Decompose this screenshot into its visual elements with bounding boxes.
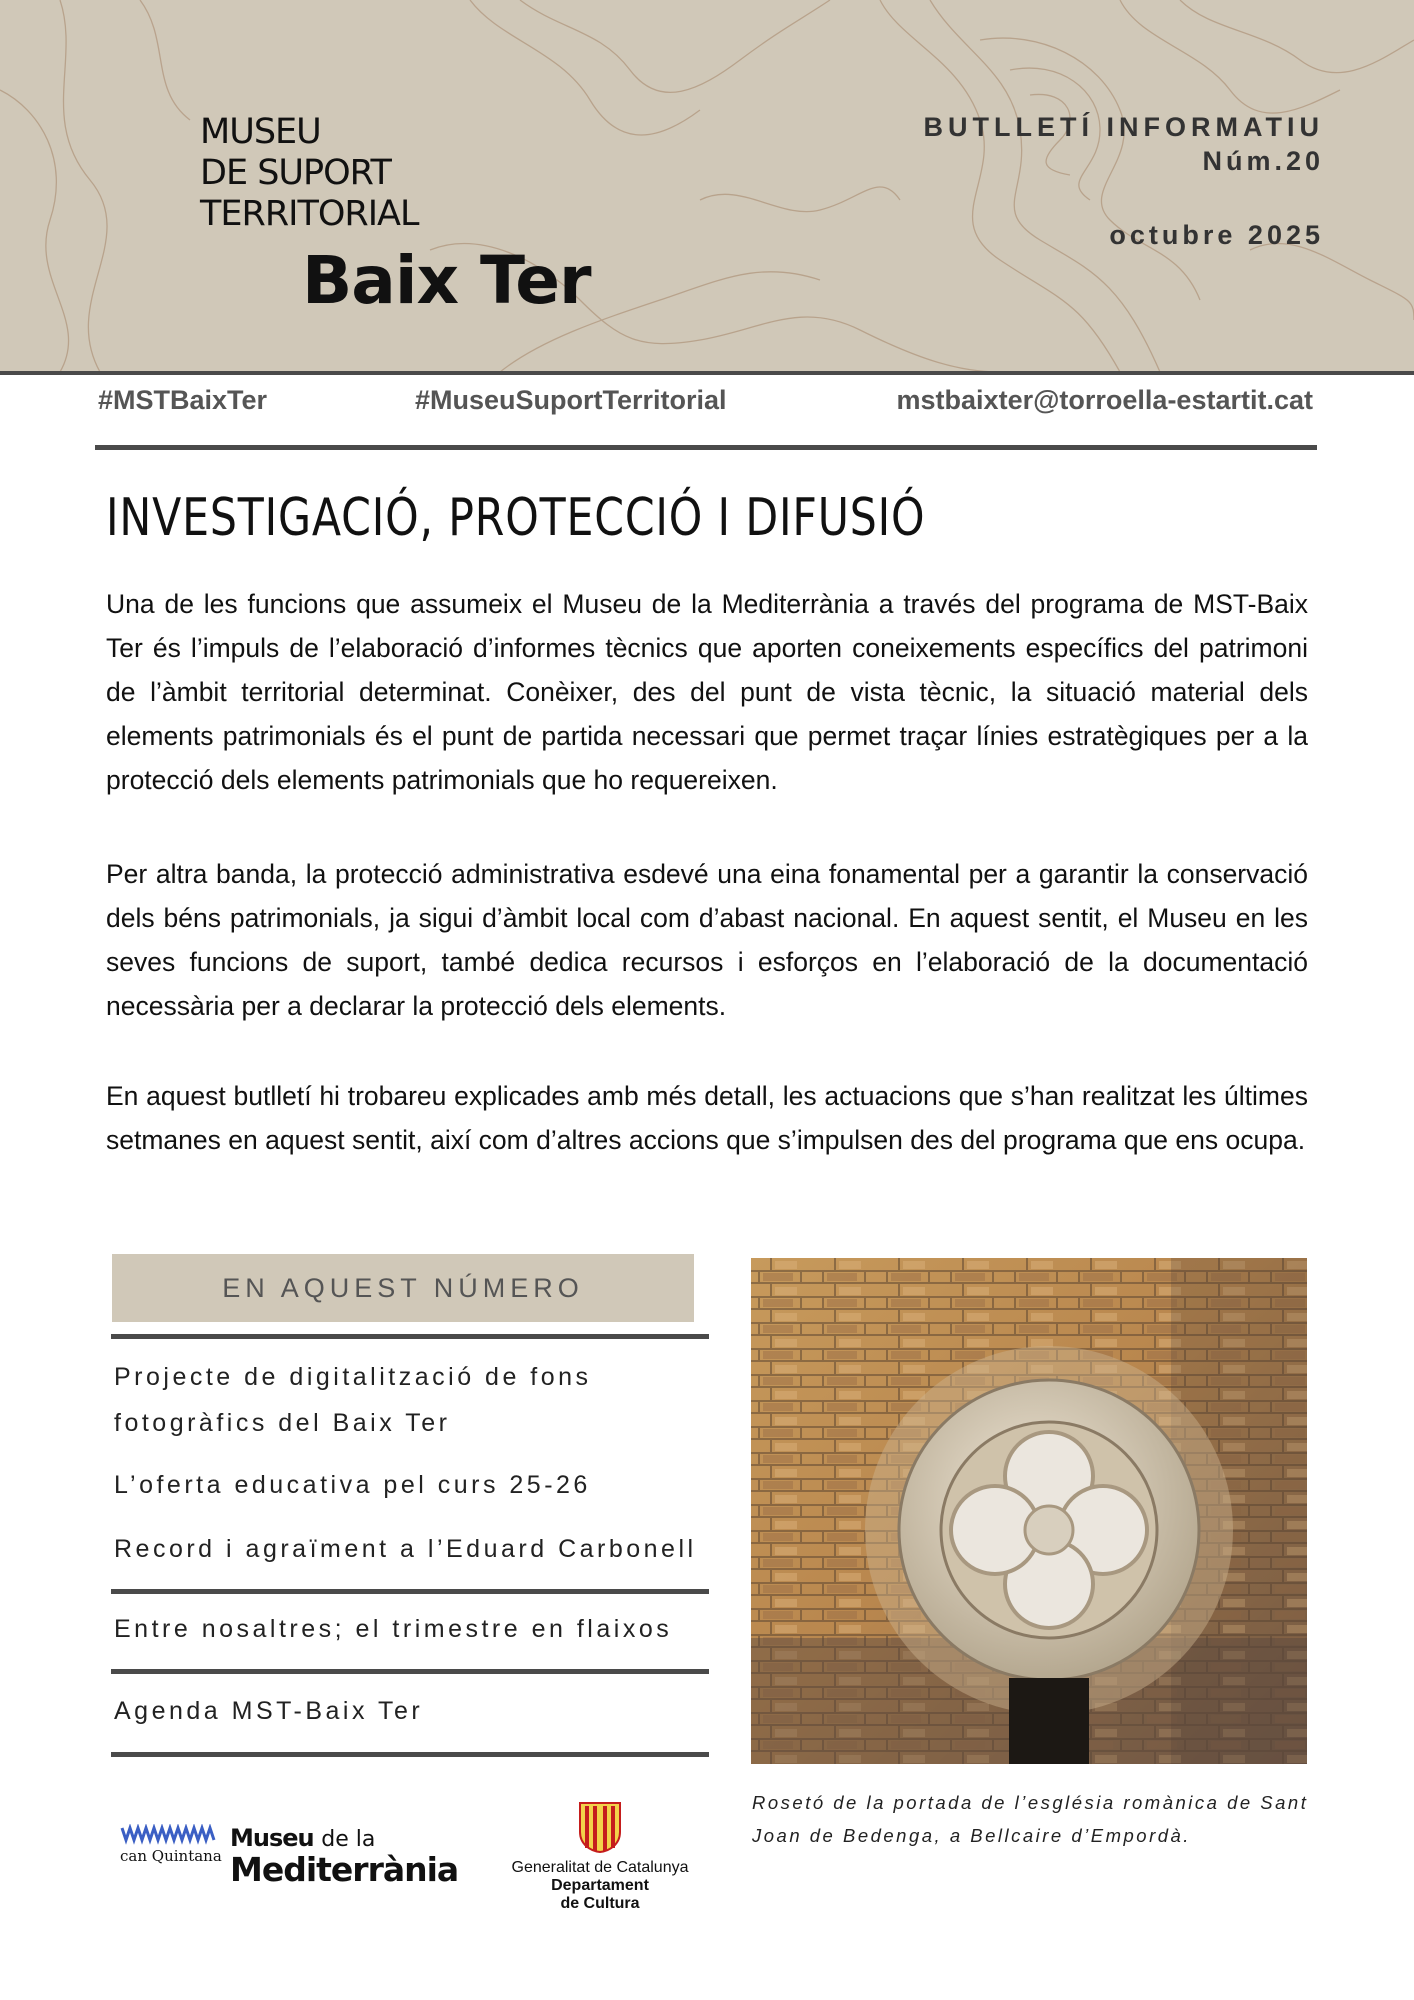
issue-heading: EN AQUEST NÚMERO	[112, 1254, 694, 1322]
can-quintana-logo	[120, 1824, 222, 1868]
rose-window-photo	[751, 1258, 1307, 1764]
issue-divider	[111, 1669, 709, 1674]
museu-text: Museu	[230, 1824, 314, 1852]
catalan-shield-icon	[577, 1800, 623, 1854]
de-la-text: de la	[321, 1827, 376, 1852]
brand-line-2: DE SUPORT	[200, 153, 391, 193]
issue-item-educational-offer[interactable]: L’oferta educativa pel curs 25-26	[114, 1471, 591, 1499]
issue-item-tribute[interactable]: Record i agraïment a l’Eduard Carbonell	[114, 1535, 697, 1563]
museum-brand	[200, 112, 591, 319]
issue-item-digitalization[interactable]: Projecte de digitalització de fons fotogràfics del Baix Ter	[114, 1363, 592, 1437]
page-title: INVESTIGACIÓ, PROTECCIÓ I DIFUSIÓ	[106, 488, 926, 548]
departament-text: Departament	[551, 1877, 649, 1894]
issue-item-quarter-flashes[interactable]: Entre nosaltres; el trimestre en flaixos	[114, 1615, 673, 1643]
generalitat-name: Generalitat de Catalunya	[511, 1859, 689, 1876]
wave-icon	[120, 1824, 216, 1846]
issue-divider	[111, 1334, 709, 1339]
hashtag-museusuportterritorial[interactable]: #MuseuSuportTerritorial	[415, 385, 727, 415]
mediterrania-text: Mediterrània	[230, 1850, 459, 1889]
photo-caption: Rosetó de la portada de l’església romànica de Sant Joan de Bedenga, a Bellcaire d’Empordà.	[752, 1792, 1309, 1846]
brand-line-1: MUSEU	[200, 112, 321, 152]
tag-bar	[95, 385, 1317, 425]
header-divider	[0, 371, 1414, 375]
bulletin-info	[924, 110, 1324, 252]
hashtag-mstbaixter[interactable]: #MSTBaixTer	[98, 385, 268, 415]
can-quintana-text: can Quintana	[120, 1847, 222, 1865]
de-cultura-text: de Cultura	[560, 1895, 640, 1912]
issue-item-agenda[interactable]: Agenda MST-Baix Ter	[114, 1697, 424, 1725]
paragraph-2: Per altra banda, la protecció administrativa esdevé una eina fonamental per a garantir la conservació dels béns patrimonials, ja sigui d’àmbit local com d’abast nacional. En aquest sentit, el Museu en les seves funcions de suport, també dedica recursos i esforços en l’elaboració de la documentació necessària per a declarar la protecció dels elements.	[106, 859, 1308, 1021]
bulletin-number: Núm.20	[1202, 146, 1324, 176]
tagbar-divider	[95, 445, 1317, 450]
museu-mediterrania-logo	[230, 1826, 458, 1888]
brand-name: Baix Ter	[302, 242, 591, 319]
bulletin-date: octubre 2025	[1109, 220, 1324, 250]
bulletin-title: BUTLLETÍ INFORMATIU	[923, 112, 1324, 142]
issue-divider	[111, 1752, 709, 1757]
header-banner	[0, 0, 1414, 372]
paragraph-1: Una de les funcions que assumeix el Museu de la Mediterrània a través del programa de MST-Baix Ter és l’impuls de l’elaboració d’informes tècnics que aporten coneixements específics del patrimoni de l’àmbit territorial determinat. Conèixer, des del punt de vista tècnic, la situació material dels elements patrimonials és el punt de partida necessari que permet traçar línies estratègiques per a la protecció dels elements patrimonials que ho requereixen.	[106, 589, 1308, 795]
contact-email-link[interactable]: mstbaixter@torroella-estartit.cat	[896, 385, 1313, 415]
generalitat-logo	[500, 1800, 700, 1920]
brand-line-3: TERRITORIAL	[200, 194, 419, 234]
paragraph-3: En aquest butlletí hi trobareu explicades amb més detall, les actuacions que s’han realitzat les últimes setmanes en aquest sentit, així com d’altres accions que s’impulsen des del programa que ens ocupa.	[106, 1081, 1308, 1155]
issue-divider	[111, 1589, 709, 1594]
